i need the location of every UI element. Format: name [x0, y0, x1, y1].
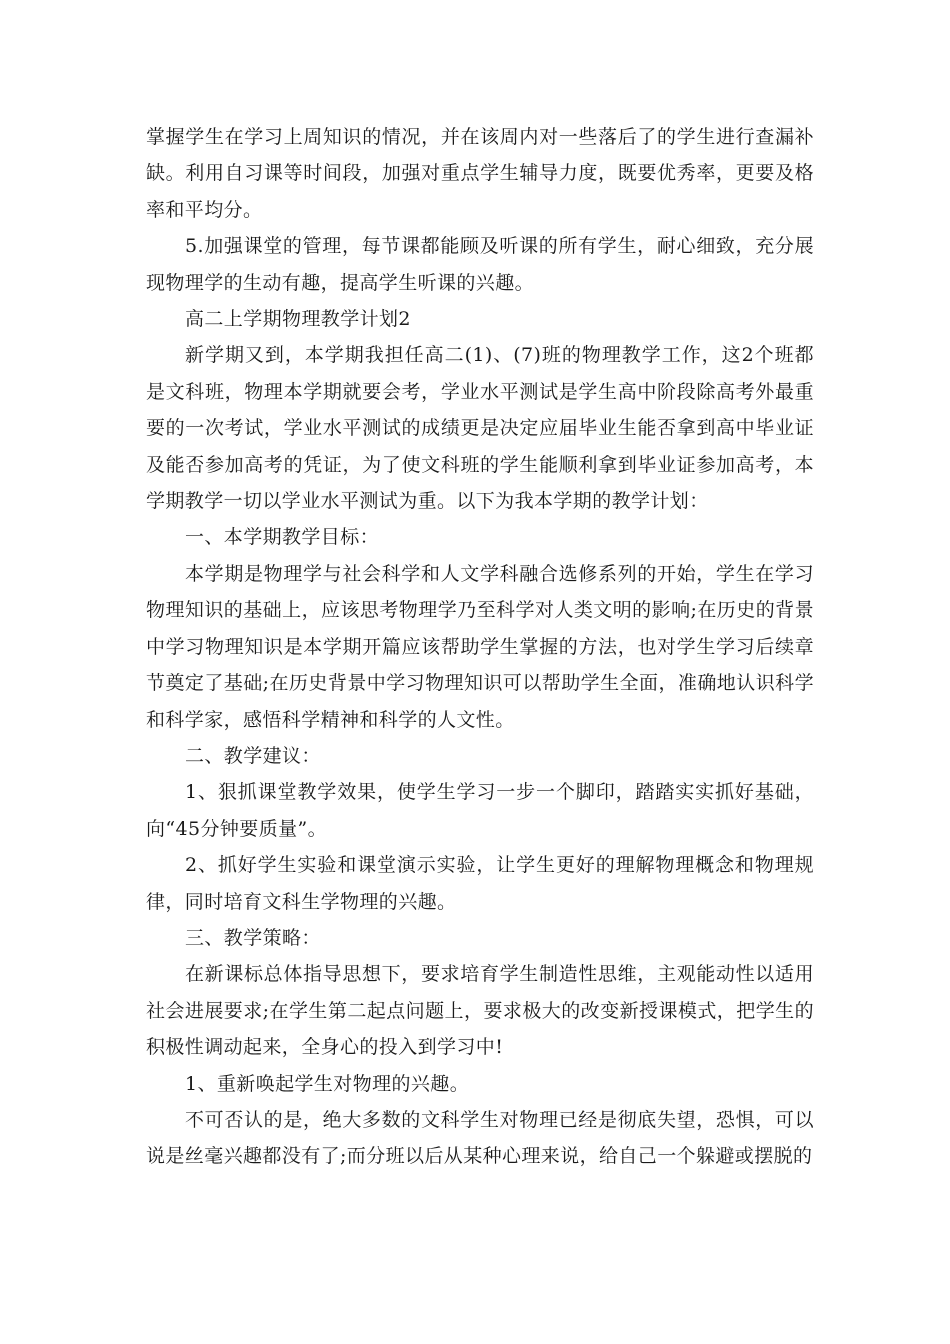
paragraph: 新学期又到，本学期我担任高二(1)、(7)班的物理教学工作，这2个班都是文科班，物理本学期就要会考，学业水平测试是学生高中阶段除高考外最重要的一次考试，学业水平测试的成绩更是决定应届毕业生能否拿到高中毕业证及能否参加高考的凭证，为了使文科班的学生能顺利拿到毕业证参加高考，本学期教学一切以学业水平测试为重。以下为我本学期的教学计划： — [146, 344, 814, 513]
section-heading: 三、教学策略： — [185, 926, 321, 949]
paragraph: 5.加强课堂的管理，每节课都能顾及听课的所有学生，耐心细致，充分展现物理学的生动有趣，提高学生听课的兴趣。 — [146, 235, 814, 294]
paragraph: 在新课标总体指导思想下，要求培育学生制造性思维，主观能动性以适用社会进展要求;在学生第二起点问题上，要求极大的改变新授课模式，把学生的积极性调动起来，全身心的投入到学习中! — [146, 963, 814, 1059]
paragraph: 本学期是物理学与社会科学和人文学科融合选修系列的开始，学生在学习物理知识的基础上，应该思考物理学乃至科学对人类文明的影响;在历史的背景中学习物理知识是本学期开篇应该帮助学生掌握的方法，也对学生学习后续章节奠定了基础;在历史背景中学习物理知识可以帮助学生全面，准确地认识科学和科学家，感悟科学精神和科学的人文性。 — [146, 562, 814, 731]
document-body — [146, 119, 814, 1175]
section-heading: 一、本学期教学目标： — [185, 526, 380, 549]
list-item: 1、重新唤起学生对物理的兴趣。 — [185, 1072, 470, 1095]
section-title: 高二上学期物理教学计划2 — [185, 308, 411, 331]
list-item: 1、狠抓课堂教学效果，使学生学习一步一个脚印，踏踏实实抓好基础，向“45分钟要质量”。 — [146, 781, 814, 840]
list-item: 2、抓好学生实验和课堂演示实验，让学生更好的理解物理概念和物理规律，同时培育文科生学物理的兴趣。 — [146, 854, 814, 913]
paragraph: 掌握学生在学习上周知识的情况，并在该周内对一些落后了的学生进行查漏补缺。利用自习课等时间段，加强对重点学生辅导力度，既要优秀率，更要及格率和平均分。 — [146, 126, 814, 221]
paragraph: 不可否认的是，绝大多数的文科学生对物理已经是彻底失望，恐惧，可以说是丝毫兴趣都没有了;而分班以后从某种心理来说，给自己一个躲避或摆脱的 — [146, 1108, 814, 1168]
section-heading: 二、教学建议： — [185, 744, 321, 767]
